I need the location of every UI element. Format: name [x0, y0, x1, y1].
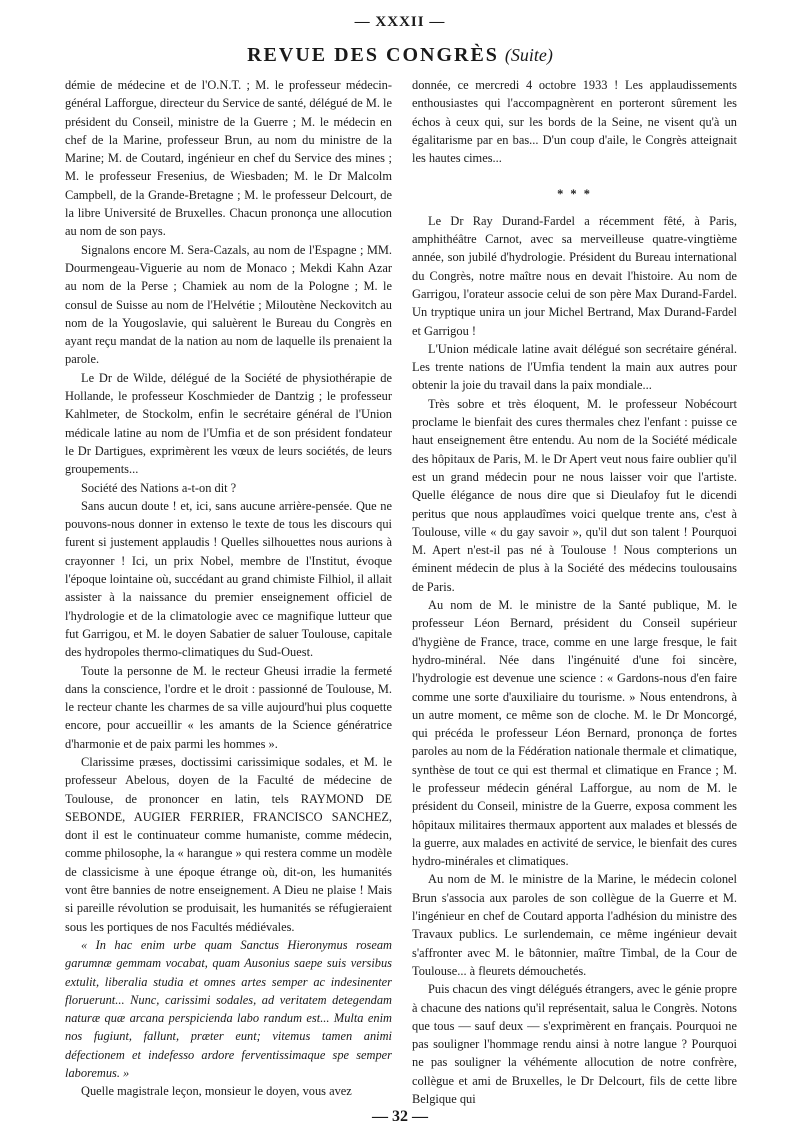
paragraph: L'Union médicale latine avait délégué son secrétaire général. Les trente nations de l'Umfia tendent la main aux autres pour obtenir la joie du travail dans la paix mondiale... [412, 341, 737, 393]
paragraph: Clarissime præses, doctissimi carissimique sodales, et M. le professeur Abelous, doyen de la Faculté de médecine de Toulouse, de prononcer en latin, tels RAYMOND DE SEBONDE, AUGIER FERRIER, FRANCISCO SANCHEZ, dont il est le continuateur comme humaniste, comme médecin, comme philosophe, la « harangue » qui restera comme un modèle de classicisme à une époque étrange où, dit-on, les humanités vont être bannies de notre enseignement. A Dieu ne plaise ! Mais si pareille révolution se produisait, les humanités se réfugieraient sous les portiques de nos Facultés médiévales. [65, 754, 392, 934]
paragraph: Au nom de M. le ministre de la Santé publique, M. le professeur Léon Bernard, président du Conseil supérieur d'hygiène de France, trace, comme en une large fresque, le fait hydro-minéral. Née dans l'ingénuité d'une foi sincère, l'hydrologie est devenue une science : « Gardons-nous d'en faire comme une sorte d'auxiliaire du tourisme. » Nous entendrons, à un autre moment, ce même son de cloche. M. le Dr Moncorgé, qui précéda le professeur Léon Bernard, prononça de fortes paroles au nom de la Fédération nationale thermale et climatique, synthèse de tout ce qui est thermal et climatique en France ; M. le professeur médecin général Lafforgue, au nom de M. le président du Conseil, ministre de la Guerre, exposa comment les hôpitaux militaires thermaux apportent aux malades et blessés de la guerre, aux malades en activité de service, le bienfait des cures hydro-minérales et climatiques. [412, 598, 737, 869]
paragraph: Société des Nations a-t-on dit ? [81, 480, 237, 495]
paragraph: Toute la personne de M. le recteur Gheusi irradie la fermeté dans la conscience, l'ordre et le droit : passionné de Toulouse, M. le recteur chante les charmes de sa ville aujourd'hui plus coquette encore, pour accueillir « les amants de la Science génératrice d'harmonie et de paix parmi les hommes ». [65, 663, 392, 751]
paragraph: Très sobre et très éloquent, M. le professeur Nobécourt proclame le bienfait des cures thermales chez l'enfant : puisse ce haut enseignement être entendu. Au nom de la Société médicale des hôpitaux de Paris, M. le Dr Apert veut nous faire oublier qu'il est un grand médecin pour ne nous laisser voir que l'artiste. Quelle élégance de nous dire que si Dieulafoy fut le dicendi peritus que nous applaudîmes voici quelque trente ans, c'est à Toulouse, ville « du gay savoir », qu'il dut son talent ! Pourquoi M. Apert n'est-il pas né à Toulouse ! Nous compterions un éminent médecin de plus à la Société des médecins toulousains de Paris. [412, 396, 737, 594]
title-main: REVUE DES CONGRÈS [247, 44, 499, 66]
page-title [0, 44, 800, 67]
paragraph: Signalons encore M. Sera-Cazals, au nom de l'Espagne ; MM. Dourmengeau-Viguerie au nom de Monaco ; Mekdi Kahn Azar au nom de la Perse ; Chamiek au nom de la Pologne ; M. le consul de Suisse au nom de l'Helvétie ; Miloutène Neckovitch au nom de la Yougoslavie, qui saluèrent le Bureau du Congrès en ayant reçu mandat de la nation au nom de laquelle ils prenaient la parole. [65, 242, 392, 367]
paragraph: Au nom de M. le ministre de la Marine, le médecin colonel Brun s'associa aux paroles de son collègue de la Guerre et M. l'ingénieur en chef de Coutard apporta l'adhésion du ministre des Travaux publics. Le surlendemain, ce même ingénieur devait s'affronter avec M. le bâtonnier, maître Timbal, de la Cour de Toulouse... à fleurets démouchetés. [412, 872, 737, 978]
latin-quote: « In hac enim urbe quam Sanctus Hieronymus roseam garumnæ gemmam vocabat, quam Ausonius saepe suis versibus extulit, liberalia studia et omnes artes semper ac indesinenter floruerunt... Nunc, carissimi sodales, ad veritatem detegendam naturæ quæ arcana perspicienda labo randum est... Multa enim nos fugiunt, fallunt, præter eunt; vitemus tamen animi défectionem et indefesso ardore ferventissimaque spe semper laboremus. » [65, 937, 392, 1081]
paragraph: Quelle magistrale leçon, monsieur le doyen, vous avez [81, 1084, 352, 1099]
paragraph: Sans aucun doute ! et, ici, sans aucune arrière-pensée. Que ne pouvons-nous donner in extenso le texte de tous les discours qui furent si justement applaudis ! Quelles silhouettes nous aurions à crayonner ! Ici, un prix Nobel, membre de l'Institut, évoque l'époque lointaine où, succédant au grand chimiste Filhiol, il allait assister à la naissance du premier enseignement officiel de l'hydrologie et de la climatologie avec ce magnifique lutteur que fut Garrigou, et M. le doyen Sabatier de saluer Toulouse, capitale des hydropoles thermo-climatiques du Sud-Ouest. [65, 498, 392, 660]
right-column [412, 76, 737, 1108]
paragraph: Le Dr de Wilde, délégué de la Société de physiothérapie de Hollande, le professeur Koschmieder de Dantzig ; le professeur Kahlmeter, de Stockolm, enfin le secrétaire général de l'Union médicale latine au nom de l'Umfia et de son président fondateur le Dr Dartigues, exprimèrent les vœux de leurs sociétés, de leurs groupements... [65, 370, 392, 477]
title-suffix: (Suite) [504, 45, 553, 65]
paragraph: démie de médecine et de l'O.N.T. ; M. le professeur médecin-général Lafforgue, directeur du Service de santé, délégué de M. le président du Conseil, ministre de la Guerre ; M. le médecin en chef de la Marine, professeur Brun, au nom du ministre de la Marine; M. de Coutard, ingénieur en chef du Service des mines ; M. le professeur Fresenius, de Wiesbaden; M. le Dr Malcolm Campbell, de la Grande-Bretagne ; M. le professeur Delcourt, de la libre Université de Bruxelles. Chacun prononça une allocution au nom de son pays. [65, 78, 392, 239]
roman-page-number: — XXXII — [354, 14, 446, 30]
paragraph: donnée, ce mercredi 4 octobre 1933 ! Les applaudissements enthousiastes qui l'accompagnèrent en porteront sûrement les échos à ceux qui, sur les bords de la Seine, ne visent qu'à un égalitarisme par en bas... D'un coup d'aile, le Congrès atteignait les hautes cimes... [412, 78, 737, 166]
left-column [65, 76, 392, 1101]
paragraph: Puis chacun des vingt délégués étrangers, avec le génie propre à chacune des nations qu'il représentait, salua le Congrès. Notons que tous — sauf deux — s'exprimèrent en français. Pourquoi ne pas souligner l'hommage rendu ainsi à notre langue ? Pourquoi ne pas souligner la véhémente allocution de notre confrère, collègue et ami de Bruxelles, le Dr Delcourt, fils de cette libre Belgique qui [412, 982, 737, 1107]
page-number: — 32 — [372, 1108, 428, 1125]
section-separator: * * * [557, 187, 592, 202]
paragraph: Le Dr Ray Durand-Fardel a récemment fêté, à Paris, amphithéâtre Carnot, avec sa merveilleuse quatre-vingtième année, son jubilé d'hydrologie. Président du Bureau international du Congrès, notre maître nous en devait l'histoire. Au nom de Garrigou, l'orateur associe celui de son père Max Durand-Fardel. Un tryptique unira un jour Michel Bertrand, Max Durand-Fardel et Garrigou ! [412, 213, 737, 338]
